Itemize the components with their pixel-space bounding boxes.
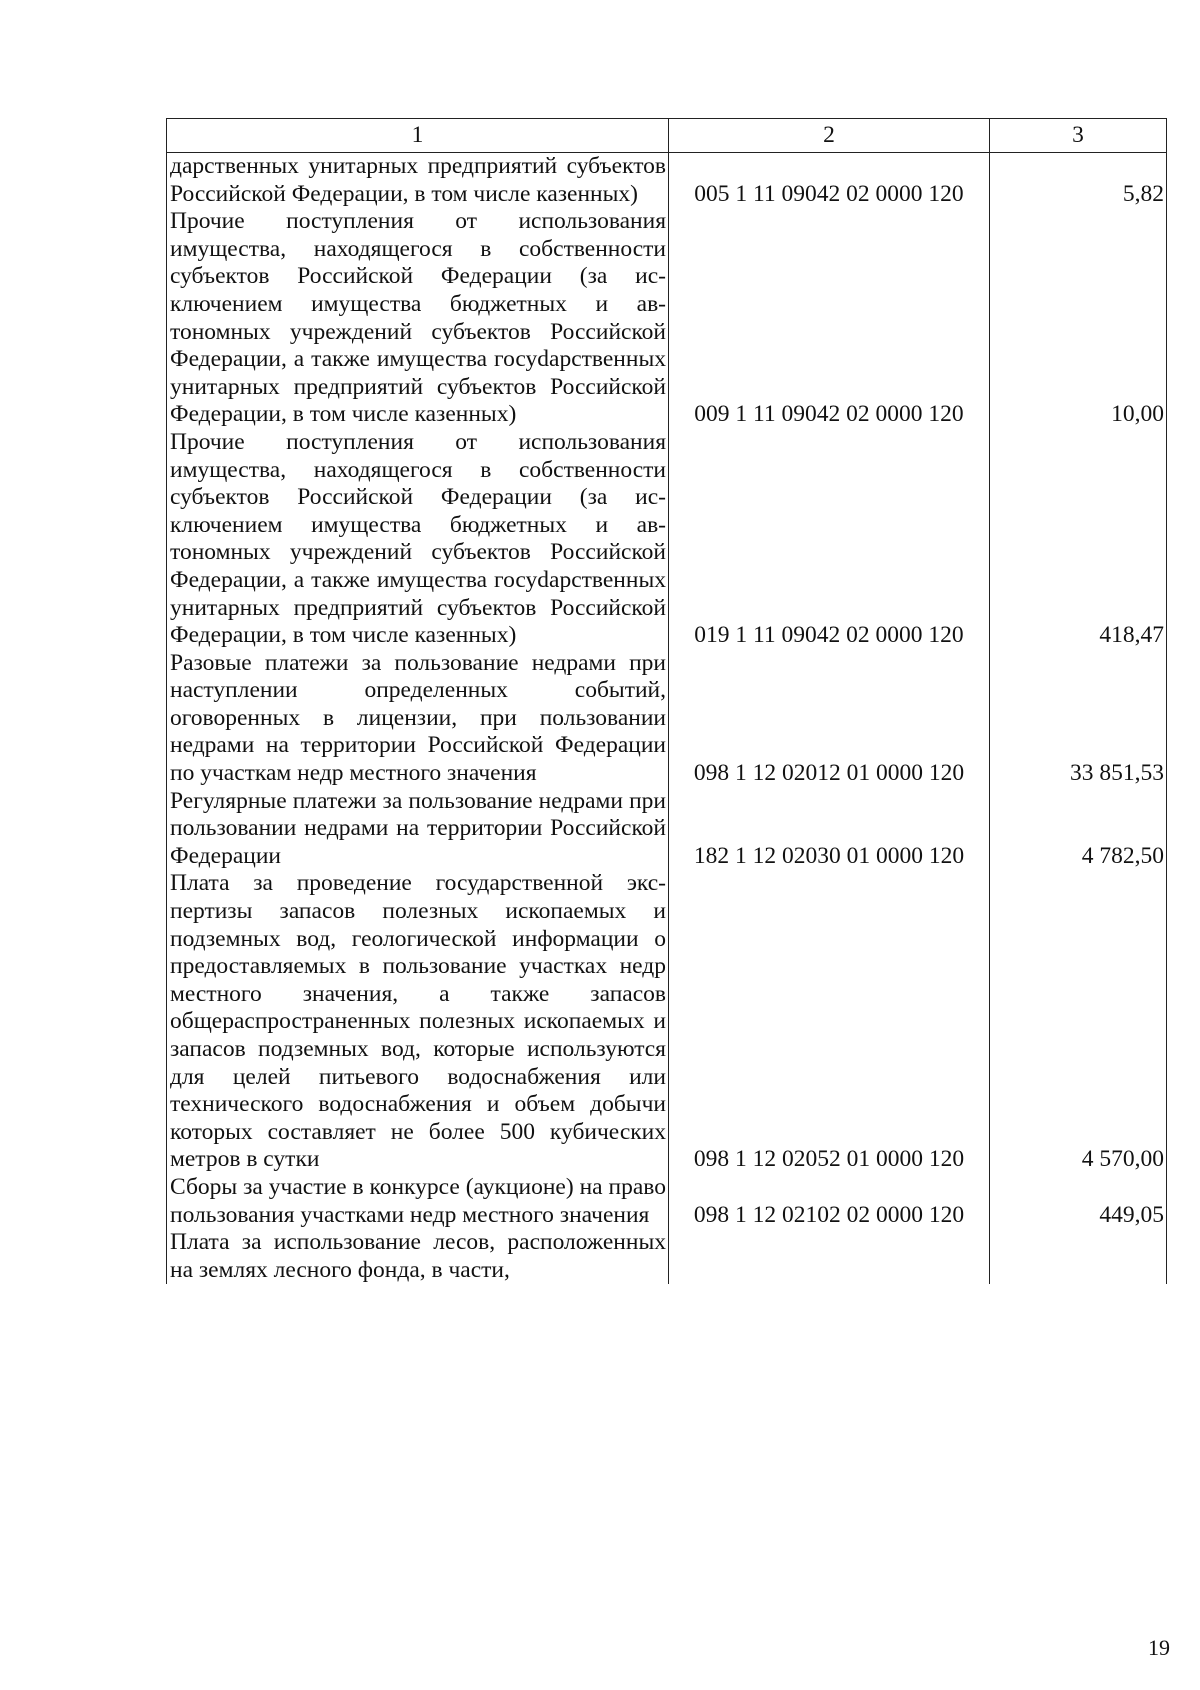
table-row (167, 208, 1167, 429)
row-description: Плата за использование лесов, расположенных на землях лесного фонда, в части, (167, 1229, 669, 1284)
row-budget-code: 019 1 11 09042 02 0000 120 (669, 429, 990, 650)
row-amount: 4 570,00 (990, 870, 1167, 1174)
table-row (167, 1229, 1167, 1284)
row-amount: 449,05 (990, 1174, 1167, 1229)
row-amount: 33 851,53 (990, 650, 1167, 788)
row-budget-code: 098 1 12 02052 01 0000 120 (669, 870, 990, 1174)
row-amount: 4 782,50 (990, 788, 1167, 871)
table-row (167, 870, 1167, 1174)
row-amount (990, 1229, 1167, 1284)
table-row (167, 1174, 1167, 1229)
row-description: Сборы за участие в конкурсе (аукционе) на право пользования участками недр местного значения (167, 1174, 669, 1229)
revenue-table (166, 118, 1167, 1284)
row-description: Прочие поступления от использования имущества, находящегося в собственности субъектов Российской Федерации (за исключением имущества бюджетных и автономных учреждений субъектов Российской Федерации, а также имущества госуdарственных унитарных предприятий субъектов Российской Федерации, в том числе казенных) (167, 208, 669, 429)
row-description: Разовые платежи за пользование недрами при наступлении определенных событий, оговоренных в лицензии, при пользовании недрами на территории Российской Федерации по участкам недр местного значения (167, 650, 669, 788)
table-row (167, 788, 1167, 871)
table-row (167, 650, 1167, 788)
row-budget-code: 005 1 11 09042 02 0000 120 (669, 153, 990, 209)
header-column-2: 2 (669, 119, 990, 153)
row-description: дарственных унитарных предприятий субъектов Российской Федерации, в том числе казенных) (167, 153, 669, 209)
row-amount: 418,47 (990, 429, 1167, 650)
row-description: Плата за проведение государственной экспертизы запасов полезных ископаемых и подземных вод, геологической информации о предоставляемых в пользование участках недр местного значения, а также запасов общераспространенных полезных ископаемых и запасов подземных вод, которые используются для целей питьевого водоснабжения или технического водоснабжения и объем добычи которых составляет не более 500 кубических метров в сутки (167, 870, 669, 1174)
row-description: Прочие поступления от использования имущества, находящегося в собственности субъектов Российской Федерации (за исключением имущества бюджетных и автономных учреждений субъектов Российской Федерации, а также имущества госуdарственных унитарных предприятий субъектов Российской Федерации, в том числе казенных) (167, 429, 669, 650)
row-budget-code: 098 1 12 02012 01 0000 120 (669, 650, 990, 788)
row-amount: 5,82 (990, 153, 1167, 209)
table-header-row (167, 119, 1167, 153)
row-budget-code: 098 1 12 02102 02 0000 120 (669, 1174, 990, 1229)
header-column-1: 1 (167, 119, 669, 153)
row-budget-code: 182 1 12 02030 01 0000 120 (669, 788, 990, 871)
header-column-3: 3 (990, 119, 1167, 153)
row-description: Регулярные платежи за пользование недрами при пользовании недрами на территории Российской Федерации (167, 788, 669, 871)
page-number: 19 (1148, 1635, 1170, 1660)
table-row (167, 153, 1167, 209)
row-budget-code (669, 1229, 990, 1284)
table-row (167, 429, 1167, 650)
row-amount: 10,00 (990, 208, 1167, 429)
row-budget-code: 009 1 11 09042 02 0000 120 (669, 208, 990, 429)
